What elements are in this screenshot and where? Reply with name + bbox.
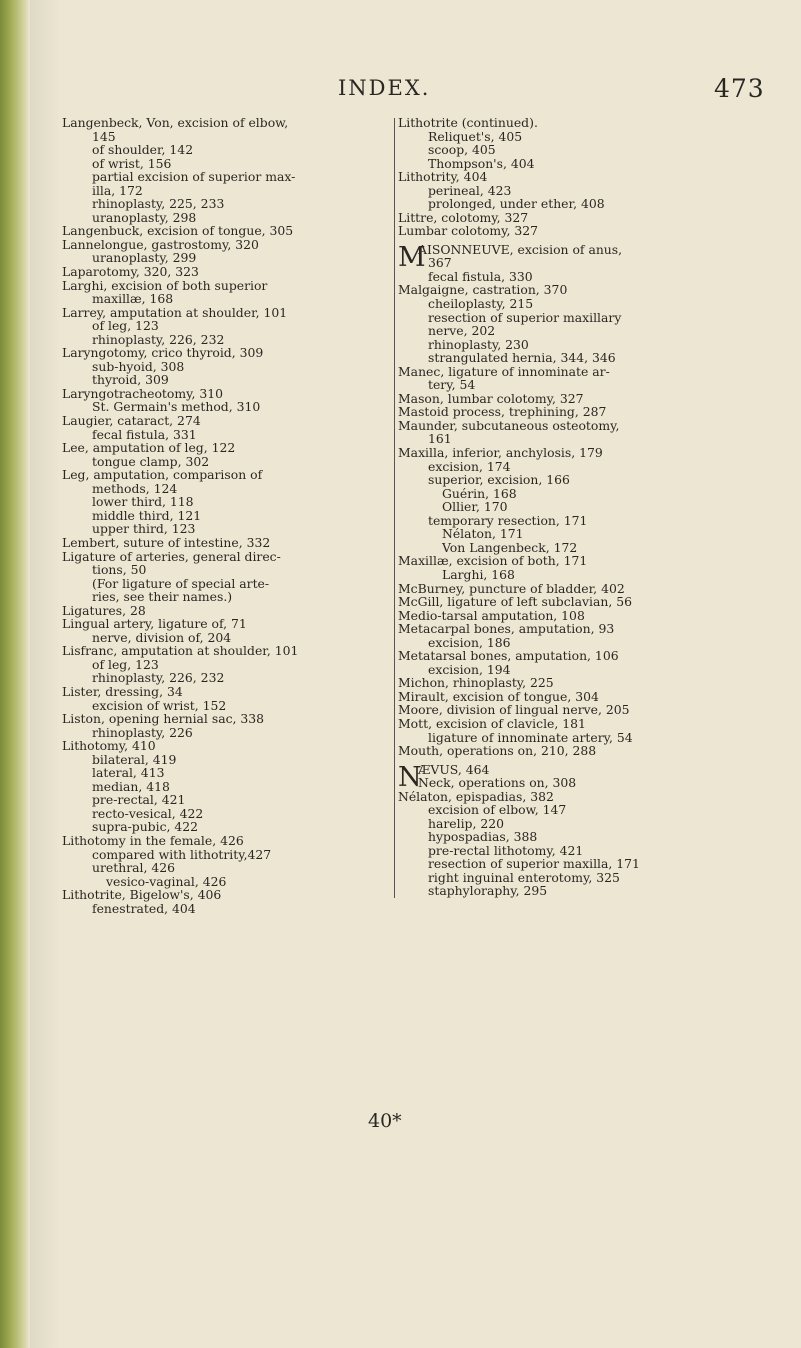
page-title: INDEX. <box>338 76 431 100</box>
index-entry: of leg, 123 <box>92 656 159 672</box>
index-entry: Metatarsal bones, amputation, 106 <box>398 648 619 664</box>
index-entry: Ollier, 170 <box>442 499 508 515</box>
index-entry: McBurney, puncture of bladder, 402 <box>398 580 625 596</box>
index-entry: Laryngotomy, crico thyroid, 309 <box>62 345 264 361</box>
index-entry: urethral, 426 <box>92 860 175 876</box>
index-entry: Lithotrite, Bigelow's, 406 <box>62 887 222 903</box>
page-number: 473 <box>714 74 765 103</box>
index-entry: rhinoplasty, 226, 232 <box>92 670 225 686</box>
index-entry: ligature of innominate artery, 54 <box>428 729 633 745</box>
index-entry: Langenbeck, Von, excision of elbow, <box>62 115 289 130</box>
index-entry: of shoulder, 142 <box>92 142 194 158</box>
index-entry: Maxilla, inferior, anchylosis, 179 <box>398 445 603 461</box>
index-entry: Lannelongue, gastrostomy, 320 <box>62 236 259 252</box>
index-entry: tions, 50 <box>92 562 147 578</box>
gutter-shadow <box>30 0 60 1348</box>
index-entry: Ligatures, 28 <box>62 602 146 618</box>
index-entry: pre-rectal lithotomy, 421 <box>428 842 584 858</box>
index-entry: recto-vesical, 422 <box>92 805 204 821</box>
index-entry: excision, 174 <box>428 458 511 474</box>
index-entry: 161 <box>428 431 452 447</box>
index-entry: Laugier, cataract, 274 <box>62 413 201 429</box>
section-n <box>398 763 750 898</box>
index-entry: scoop, 405 <box>428 142 496 158</box>
index-entry: supra-pubic, 422 <box>92 819 199 835</box>
index-entry: fenestrated, 404 <box>92 900 196 916</box>
index-entry: Lithotrity, 404 <box>398 169 488 185</box>
index-entry: rhinoplasty, 230 <box>428 336 529 352</box>
index-entry: rhinoplasty, 226 <box>92 724 193 740</box>
index-entry: uranoplasty, 298 <box>92 209 197 225</box>
index-entry: Thompson's, 404 <box>428 155 535 171</box>
index-entry: Larghi, 168 <box>442 566 515 582</box>
index-entry: Laryngotracheotomy, 310 <box>62 385 223 401</box>
index-entry: of leg, 123 <box>92 318 159 334</box>
l-entries-continued <box>398 116 750 238</box>
index-entry: right inguinal enterotomy, 325 <box>428 869 620 885</box>
dropcap-m: M <box>398 241 426 273</box>
section-m-heading <box>398 241 750 273</box>
index-entry: rhinoplasty, 225, 233 <box>92 196 225 212</box>
index-entry: Michon, rhinoplasty, 225 <box>398 675 554 691</box>
index-entry: Mirault, excision of tongue, 304 <box>398 688 599 704</box>
index-entry: Larrey, amputation at shoulder, 101 <box>62 304 288 320</box>
index-entry: excision of elbow, 147 <box>428 802 567 818</box>
index-entry: maxillæ, 168 <box>92 291 174 307</box>
index-entry: Langenbuck, excision of tongue, 305 <box>62 223 294 239</box>
index-entry: Lingual artery, ligature of, 71 <box>62 616 247 632</box>
index-entry: AISONNEUVE, excision of anus, <box>418 241 623 257</box>
index-entry: Malgaigne, castration, 370 <box>398 282 568 298</box>
index-entry: staphyloraphy, 295 <box>428 883 548 899</box>
index-entry: hypospadias, 388 <box>428 829 538 845</box>
index-entry: 367 <box>428 255 452 271</box>
index-entry: Reliquet's, 405 <box>428 128 523 144</box>
running-head <box>0 74 801 108</box>
index-entry: Moore, division of lingual nerve, 205 <box>398 702 630 718</box>
index-entry: resection of superior maxilla, 171 <box>428 856 640 872</box>
index-entry: Metacarpal bones, amputation, 93 <box>398 621 615 637</box>
index-entry: Maunder, subcutaneous osteotomy, <box>398 417 620 433</box>
index-entry: lower third, 118 <box>92 494 194 510</box>
index-entry: tongue clamp, 302 <box>92 453 210 469</box>
index-entry: Lembert, suture of intestine, 332 <box>62 534 271 550</box>
index-entry: partial excision of superior max- <box>92 169 296 185</box>
index-entry: Leg, amputation, comparison of <box>62 467 263 483</box>
index-entry: excision, 194 <box>428 661 511 677</box>
index-entry: Lister, dressing, 34 <box>62 683 183 699</box>
index-column-right <box>398 116 750 898</box>
index-entry: perineal, 423 <box>428 182 512 198</box>
m-entries <box>398 270 750 758</box>
index-entry: excision of wrist, 152 <box>92 697 227 713</box>
index-entry: Larghi, excision of both superior <box>62 277 268 293</box>
index-entry: Laparotomy, 320, 323 <box>62 264 199 280</box>
index-entry: Lithotomy, 410 <box>62 738 156 754</box>
n-entries <box>398 790 750 898</box>
index-entry: 145 <box>92 128 116 144</box>
index-entry: sub-hyoid, 308 <box>92 358 185 374</box>
index-entry: illa, 172 <box>92 182 143 198</box>
index-entry: prolonged, under ether, 408 <box>428 196 605 212</box>
index-entry: middle third, 121 <box>92 507 202 523</box>
index-entry: ÆVUS, 464 <box>418 761 490 777</box>
index-entry: cheiloplasty, 215 <box>428 296 534 312</box>
dropcap-n: N <box>398 761 422 793</box>
index-entry: vesico-vaginal, 426 <box>106 873 227 889</box>
index-entry: methods, 124 <box>92 480 178 496</box>
index-entry: Lee, amputation of leg, 122 <box>62 440 236 456</box>
index-entry: Von Langenbeck, 172 <box>442 539 578 555</box>
index-entry: (For ligature of special arte- <box>92 575 270 591</box>
index-entry: harelip, 220 <box>428 815 505 831</box>
index-entry: Guérin, 168 <box>442 485 517 501</box>
index-entry: nerve, division of, 204 <box>92 629 232 645</box>
book-spine-edge <box>0 0 30 1348</box>
index-entry: Mastoid process, trephining, 287 <box>398 404 607 420</box>
index-entry: Lumbar colotomy, 327 <box>398 223 539 239</box>
index-entry: lateral, 413 <box>92 765 165 781</box>
index-entry: Mason, lumbar colotomy, 327 <box>398 390 584 406</box>
index-entry: median, 418 <box>92 778 170 794</box>
index-entry: thyroid, 309 <box>92 372 169 388</box>
index-entry: Manec, ligature of innominate ar- <box>398 363 610 379</box>
index-entry: pre-rectal, 421 <box>92 792 186 808</box>
signature-mark: 40* <box>368 1110 402 1132</box>
index-entry: Lithotrite (continued). <box>398 115 538 130</box>
index-entry: rhinoplasty, 226, 232 <box>92 331 225 347</box>
index-entry: of wrist, 156 <box>92 155 172 171</box>
index-entry: superior, excision, 166 <box>428 472 570 488</box>
index-entry: Mouth, operations on, 210, 288 <box>398 743 597 759</box>
index-entry: St. Germain's method, 310 <box>92 399 261 415</box>
index-entry: Lithotomy in the female, 426 <box>62 832 244 848</box>
index-entry: uranoplasty, 299 <box>92 250 197 266</box>
index-entry: tery, 54 <box>428 377 476 393</box>
index-entry: Maxillæ, excision of both, 171 <box>398 553 588 569</box>
index-entry: resection of superior maxillary <box>428 309 622 325</box>
index-entry: Mott, excision of clavicle, 181 <box>398 715 586 731</box>
index-entry: Littre, colotomy, 327 <box>398 209 529 225</box>
index-entry: Nélaton, epispadias, 382 <box>398 788 554 804</box>
index-column-left <box>62 116 392 915</box>
index-entry: nerve, 202 <box>428 323 496 339</box>
section-m <box>398 243 750 758</box>
index-entry: Medio-tarsal amputation, 108 <box>398 607 585 623</box>
section-n-heading <box>398 761 750 793</box>
index-entry: strangulated hernia, 344, 346 <box>428 350 616 366</box>
index-entry: bilateral, 419 <box>92 751 177 767</box>
index-entry: fecal fistula, 331 <box>92 426 197 442</box>
index-entry: upper third, 123 <box>92 521 196 537</box>
index-entry: excision, 186 <box>428 634 511 650</box>
column-divider <box>394 118 395 898</box>
index-entry: Neck, operations on, 308 <box>418 775 577 791</box>
index-entry: Nélaton, 171 <box>442 526 524 542</box>
index-entry: Lisfranc, amputation at shoulder, 101 <box>62 643 299 659</box>
index-entry: ries, see their names.) <box>92 589 233 605</box>
index-entry: compared with lithotrity,427 <box>92 846 272 862</box>
index-entry: McGill, ligature of left subclavian, 56 <box>398 594 633 610</box>
index-entry: Ligature of arteries, general direc- <box>62 548 281 564</box>
index-entry: Liston, opening hernial sac, 338 <box>62 711 265 727</box>
index-entry: temporary resection, 171 <box>428 512 588 528</box>
index-entry: fecal fistula, 330 <box>428 268 533 284</box>
